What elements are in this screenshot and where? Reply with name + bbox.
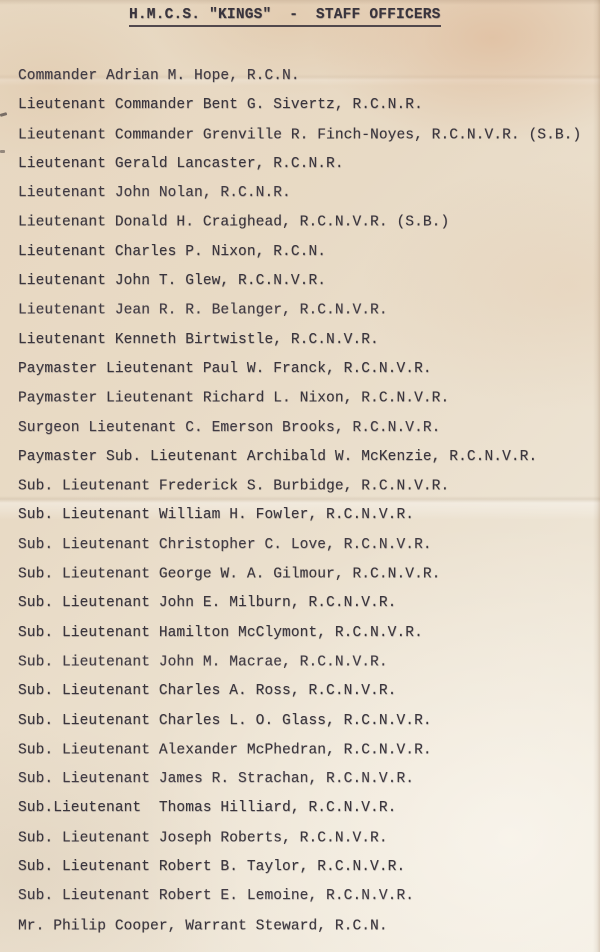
officer-line: Sub. Lieutenant William H. Fowler, R.C.N.V.R.: [18, 507, 415, 524]
officer-line: Lieutenant John Nolan, R.C.N.R.: [18, 185, 291, 202]
officer-line: Paymaster Lieutenant Paul W. Franck, R.C.N.V.R.: [18, 360, 432, 377]
officer-line: Sub. Lieutenant Frederick S. Burbidge, R.C.N.V.R.: [18, 478, 450, 495]
officer-line: Lieutenant John T. Glew, R.C.N.V.R.: [18, 273, 327, 290]
officer-line: Paymaster Lieutenant Richard L. Nixon, R.C.N.V.R.: [18, 390, 450, 407]
officer-line: Sub. Lieutenant Alexander McPhedran, R.C.N.V.R.: [18, 742, 432, 759]
officer-line: Sub. Lieutenant John M. Macrae, R.C.N.V.R.: [18, 654, 388, 671]
officer-line: Sub. Lieutenant Hamilton McClymont, R.C.N.V.R.: [18, 624, 423, 641]
officer-line: Sub. Lieutenant Joseph Roberts, R.C.N.V.R.: [18, 830, 388, 847]
officer-list: [18, 62, 593, 941]
scan-artifact-mark: [0, 150, 5, 153]
scan-artifact-mark: [0, 112, 7, 117]
officer-line: Sub. Lieutenant Charles A. Ross, R.C.N.V.R.: [18, 683, 397, 700]
officer-line: Sub. Lieutenant Robert E. Lemoine, R.C.N.V.R.: [18, 888, 415, 905]
officer-line: Lieutenant Commander Grenville R. Finch-Noyes, R.C.N.V.R. (S.B.): [18, 126, 582, 143]
officer-line: Sub. Lieutenant Christopher C. Love, R.C.N.V.R.: [18, 536, 432, 553]
officer-line: Sub. Lieutenant Robert B. Taylor, R.C.N.V.R.: [18, 859, 406, 876]
officer-line: Lieutenant Gerald Lancaster, R.C.N.R.: [18, 155, 344, 172]
officer-line: Commander Adrian M. Hope, R.C.N.: [18, 68, 300, 84]
officer-line: Surgeon Lieutenant C. Emerson Brooks, R.C.N.V.R.: [18, 419, 441, 436]
officer-line: Lieutenant Jean R. R. Belanger, R.C.N.V.R.: [18, 302, 388, 319]
officer-line: Sub. Lieutenant John E. Milburn, R.C.N.V.R.: [18, 595, 397, 612]
officer-line: Lieutenant Donald H. Craighead, R.C.N.V.R. (S.B.): [18, 214, 450, 231]
officer-line: Sub. Lieutenant Charles L. O. Glass, R.C.N.V.R.: [18, 712, 432, 729]
officer-line: Paymaster Sub. Lieutenant Archibald W. McKenzie, R.C.N.V.R.: [18, 448, 538, 465]
officer-line: Sub. Lieutenant George W. A. Gilmour, R.C.N.V.R.: [18, 566, 441, 583]
officer-line: Lieutenant Charles P. Nixon, R.C.N.: [18, 243, 327, 260]
document-title: H.M.C.S. "KINGS" - STAFF OFFICERS: [129, 7, 441, 27]
officer-line: Sub. Lieutenant James R. Strachan, R.C.N.V.R.: [18, 771, 415, 788]
officer-line: Lieutenant Commander Bent G. Sivertz, R.C.N.R.: [18, 97, 423, 114]
officer-line: Lieutenant Kenneth Birtwistle, R.C.N.V.R.: [18, 331, 379, 348]
officer-line: Sub.Lieutenant Thomas Hilliard, R.C.N.V.R.: [18, 800, 397, 817]
officer-line: Mr. Philip Cooper, Warrant Steward, R.C.N.: [18, 918, 388, 935]
